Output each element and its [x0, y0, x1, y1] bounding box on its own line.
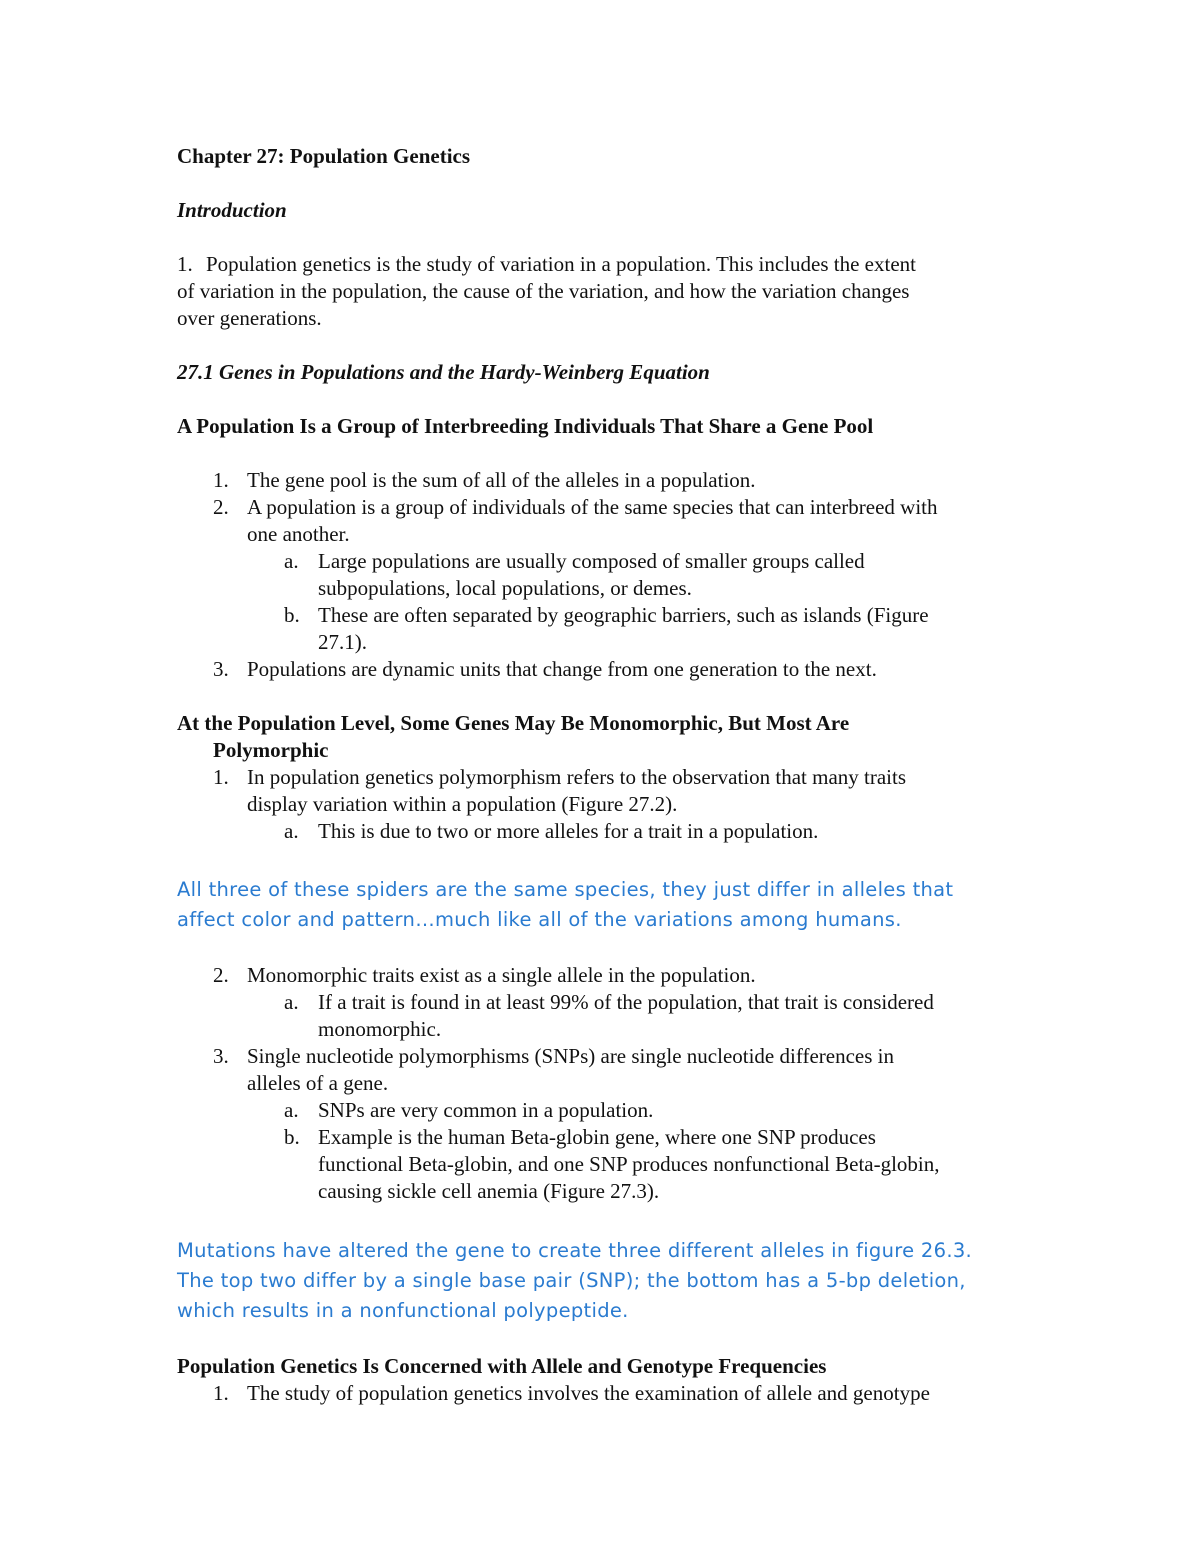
list-item-line: In population genetics polymorphism refers to the observation that many traits — [247, 765, 907, 789]
list-item-line: A population is a group of individuals of the same species that can interbreed with — [247, 495, 938, 519]
list-item-line: The study of population genetics involves the examination of allele and genotype — [247, 1381, 930, 1405]
intro-heading: Introduction — [177, 198, 287, 222]
paragraph-line: over generations. — [177, 306, 322, 330]
heading-gene-pool: A Population Is a Group of Interbreeding Individuals That Share a Gene Pool — [177, 414, 874, 438]
list-item-line: Large populations are usually composed of smaller groups called — [318, 549, 865, 573]
list-item-line: 27.1). — [318, 630, 367, 654]
note-line: affect color and pattern…much like all of the variations among humans. — [177, 908, 902, 931]
list-marker: 1. — [213, 765, 229, 789]
note-line: Mutations have altered the gene to create three different alleles in figure 26.3. — [177, 1239, 973, 1262]
list-item-line: subpopulations, local populations, or demes. — [318, 576, 692, 600]
list-marker: a. — [284, 990, 299, 1014]
list-item-line: Populations are dynamic units that change from one generation to the next. — [247, 657, 877, 681]
list-marker: 1. — [177, 252, 193, 276]
list-item-line: The gene pool is the sum of all of the alleles in a population. — [247, 468, 756, 492]
heading-polymorphic-continued: Polymorphic — [213, 738, 329, 762]
list-item-line: This is due to two or more alleles for a trait in a population. — [318, 819, 819, 843]
list-marker: 3. — [213, 657, 229, 681]
list-item-line: alleles of a gene. — [247, 1071, 389, 1095]
note-line: All three of these spiders are the same species, they just differ in alleles that — [177, 878, 954, 901]
list-marker: 3. — [213, 1044, 229, 1068]
note-line: The top two differ by a single base pair (SNP); the bottom has a 5-bp deletion, — [177, 1269, 966, 1292]
list-marker: b. — [284, 603, 300, 627]
note-line: which results in a nonfunctional polypeptide. — [177, 1299, 629, 1322]
list-item-line: one another. — [247, 522, 350, 546]
paragraph-line: Population genetics is the study of variation in a population. This includes the extent — [206, 252, 916, 276]
list-item-line: functional Beta-globin, and one SNP produces nonfunctional Beta-globin, — [318, 1152, 940, 1176]
list-marker: a. — [284, 1098, 299, 1122]
list-item-line: Monomorphic traits exist as a single allele in the population. — [247, 963, 756, 987]
paragraph-line: of variation in the population, the cause of the variation, and how the variation changes — [177, 279, 910, 303]
list-marker: b. — [284, 1125, 300, 1149]
list-item-line: If a trait is found in at least 99% of the population, that trait is considered — [318, 990, 934, 1014]
list-item-line: SNPs are very common in a population. — [318, 1098, 654, 1122]
list-marker: a. — [284, 549, 299, 573]
list-item-line: Single nucleotide polymorphisms (SNPs) are single nucleotide differences in — [247, 1044, 894, 1068]
list-item-line: display variation within a population (Figure 27.2). — [247, 792, 678, 816]
list-item-line: causing sickle cell anemia (Figure 27.3). — [318, 1179, 660, 1203]
list-marker: 1. — [213, 1381, 229, 1405]
list-item-line: monomorphic. — [318, 1017, 442, 1041]
list-item-line: Example is the human Beta-globin gene, where one SNP produces — [318, 1125, 876, 1149]
list-marker: 1. — [213, 468, 229, 492]
list-marker: 2. — [213, 495, 229, 519]
heading-frequencies: Population Genetics Is Concerned with Allele and Genotype Frequencies — [177, 1354, 827, 1378]
list-item-line: These are often separated by geographic barriers, such as islands (Figure — [318, 603, 929, 627]
section-heading-27-1: 27.1 Genes in Populations and the Hardy-Weinberg Equation — [177, 360, 710, 384]
heading-polymorphic: At the Population Level, Some Genes May Be Monomorphic, But Most Are — [177, 711, 850, 735]
list-marker: a. — [284, 819, 299, 843]
list-marker: 2. — [213, 963, 229, 987]
chapter-title: Chapter 27: Population Genetics — [177, 144, 471, 168]
